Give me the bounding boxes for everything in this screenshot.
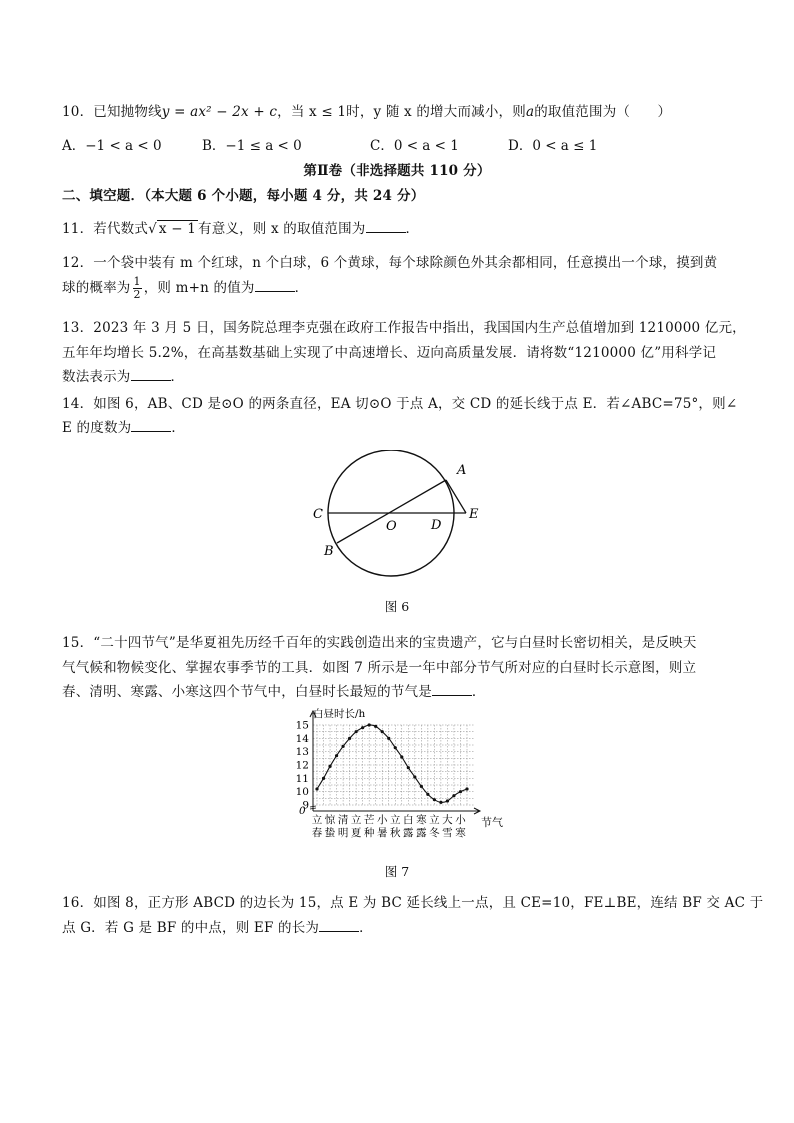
label-b: B bbox=[324, 544, 334, 559]
data-point bbox=[433, 798, 436, 801]
x-tick-label-bottom: 暑 bbox=[376, 827, 388, 839]
q10-stem: 10．已知抛物线y = ax² − 2x + c，当 x ≤ 1时，y 随 x 的增大而减小，则a的取值范围为（ ） bbox=[62, 104, 672, 120]
q14-line1: 14．如图 6，AB、CD 是⊙O 的两条直径，EA 切⊙O 于点 A，交 CD 的延长线于点 E．若∠ABC=75°，则∠ bbox=[62, 396, 738, 412]
x-tick-label-bottom: 夏 bbox=[350, 827, 362, 839]
q16-line1: 16．如图 8，正方形 ABCD 的边长为 15，点 E 为 BC 延长线上一点，且 CE=10，FE⊥BE，连结 BF 交 AC 于 bbox=[62, 895, 764, 911]
data-point bbox=[400, 755, 403, 758]
x-tick-labels bbox=[312, 813, 466, 839]
q11-answer-blank[interactable] bbox=[366, 220, 406, 233]
q15-answer-blank[interactable] bbox=[432, 683, 472, 696]
x-tick-label-bottom: 露 bbox=[416, 827, 427, 839]
y-tick-label: 14 bbox=[295, 732, 309, 745]
x-tick-label-top: 大 bbox=[442, 814, 453, 826]
x-tick-label-bottom: 雪 bbox=[442, 827, 453, 839]
x-tick-label-bottom: 明 bbox=[337, 827, 349, 839]
q10-choice-a[interactable]: A．−1 < a < 0 bbox=[62, 138, 162, 154]
figure-6-circle-diagram bbox=[300, 450, 500, 590]
q14-answer-blank[interactable] bbox=[131, 419, 171, 432]
data-point bbox=[361, 726, 364, 729]
x-tick-label-bottom: 冬 bbox=[429, 827, 440, 839]
x-tick-label-bottom: 种 bbox=[363, 827, 375, 839]
q16-line2: 点 G．若 G 是 BF 的中点，则 EF 的长为 ． bbox=[62, 920, 373, 936]
x-tick-label-bottom: 蛰 bbox=[324, 827, 336, 839]
daylight-curve bbox=[317, 725, 467, 802]
x-tick-label-top: 清 bbox=[337, 814, 349, 826]
data-point bbox=[322, 777, 325, 780]
y-tick-label: 12 bbox=[295, 759, 309, 772]
q14-line2: E 的度数为 ． bbox=[62, 420, 186, 436]
data-point bbox=[407, 766, 410, 769]
q13-answer-blank[interactable] bbox=[131, 368, 171, 381]
x-tick-label-bottom: 寒 bbox=[455, 827, 466, 839]
x-tick-label-top: 立 bbox=[311, 814, 323, 826]
origin-label: 0 bbox=[299, 805, 306, 817]
q15-line1: 15．“二十四节气”是华夏祖先历经千百年的实践创造出来的宝贵遗产，它与白昼时长密切相关，是反映天 bbox=[62, 635, 697, 651]
label-d: D bbox=[431, 518, 442, 533]
q12-line1: 12．一个袋中装有 m 个红球，n 个白球，6 个黄球，每个球除颜色外其余都相同，任意摸出一个球，摸到黄 bbox=[62, 255, 718, 271]
data-point bbox=[452, 794, 455, 797]
x-tick-label-top: 小 bbox=[455, 814, 466, 826]
q11-stem: 11．若代数式√ x − 1 有意义，则 x 的取值范围为 ． bbox=[62, 221, 420, 237]
x-tick-label-top: 白 bbox=[403, 814, 414, 826]
data-point bbox=[381, 730, 384, 733]
variable-a: a bbox=[525, 104, 535, 120]
data-point bbox=[355, 730, 358, 733]
y-tick-labels bbox=[296, 720, 310, 812]
q13-line2: 五年年均增长 5.2%，在高基数基础上实现了中高速增长、迈向高质量发展．请将数“1210000 亿”用科学记 bbox=[62, 345, 717, 361]
x-tick-label-bottom: 秋 bbox=[390, 827, 401, 839]
data-point bbox=[368, 723, 371, 726]
x-tick-label-top: 寒 bbox=[416, 814, 427, 826]
data-point bbox=[374, 725, 377, 728]
sqrt-expression: √ x − 1 bbox=[148, 221, 196, 237]
q15-line2: 气气候和物候变化、掌握农事季节的工具．如图 7 所示是一年中部分节气所对应的白昼时长示意图，则立 bbox=[62, 660, 697, 676]
label-e: E bbox=[469, 507, 479, 522]
part-two-title: 第Ⅱ卷（非选择题共 110 分） bbox=[303, 163, 491, 179]
label-c: C bbox=[313, 507, 323, 522]
tangent-ea bbox=[446, 480, 466, 513]
data-point bbox=[420, 785, 423, 788]
y-tick-label: 9 bbox=[302, 799, 309, 812]
y-tick-label: 15 bbox=[295, 719, 309, 732]
label-a: A bbox=[457, 463, 467, 478]
x-tick-label-top: 惊 bbox=[324, 814, 336, 826]
y-tick-label: 11 bbox=[295, 772, 309, 785]
fraction-one-half: $\frac{1}{2}$ bbox=[133, 275, 141, 301]
x-tick-label-top: 立 bbox=[390, 814, 401, 826]
data-point bbox=[413, 775, 416, 778]
figure-7-caption: 图 7 bbox=[384, 864, 410, 879]
data-point bbox=[387, 737, 390, 740]
y-tick-label: 13 bbox=[295, 746, 309, 759]
q12-line2: 球的概率为 $\frac{1}{2}$ ，则 m+n 的值为 ． bbox=[62, 275, 309, 301]
q10-choice-c[interactable]: C．0 < a < 1 bbox=[370, 138, 459, 154]
data-point bbox=[426, 793, 429, 796]
y-axis-label: 白昼时长/h bbox=[313, 708, 366, 720]
x-axis-label: 节气 bbox=[481, 816, 503, 829]
figure-7-daylight-chart bbox=[280, 705, 520, 840]
x-tick-label-top: 立 bbox=[429, 814, 440, 826]
x-tick-label-top: 芒 bbox=[363, 814, 375, 826]
x-tick-label-bottom: 春 bbox=[311, 827, 323, 839]
label-o: O bbox=[386, 519, 397, 534]
data-point bbox=[446, 799, 449, 802]
data-point bbox=[394, 746, 397, 749]
figure-6-caption: 图 6 bbox=[384, 599, 410, 614]
q10-choice-b[interactable]: B．−1 ≤ a < 0 bbox=[202, 138, 302, 154]
data-point bbox=[328, 765, 331, 768]
chart-grid bbox=[313, 725, 475, 805]
data-point bbox=[465, 787, 468, 790]
data-point bbox=[341, 745, 344, 748]
data-point bbox=[439, 801, 442, 804]
data-point bbox=[315, 787, 318, 790]
data-point bbox=[459, 790, 462, 793]
parabola-formula: y = ax² − 2x + c bbox=[161, 104, 278, 120]
data-point bbox=[348, 737, 351, 740]
q15-line3: 春、清明、寒露、小寒这四个节气中，白昼时长最短的节气是 ． bbox=[62, 684, 486, 700]
q12-answer-blank[interactable] bbox=[255, 279, 295, 292]
q13-line3: 数法表示为 ． bbox=[62, 369, 185, 385]
x-tick-label-top: 立 bbox=[350, 814, 362, 826]
y-tick-label: 10 bbox=[295, 786, 309, 799]
q10-choice-d[interactable]: D．0 < a ≤ 1 bbox=[508, 138, 598, 154]
fill-blank-heading: 二、填空题．（本大题 6 个小题，每小题 4 分，共 24 分） bbox=[62, 188, 425, 204]
q16-answer-blank[interactable] bbox=[319, 919, 359, 932]
q13-line1: 13．2023 年 3 月 5 日，国务院总理李克强在政府工作报告中指出，我国国内生产总值增加到 1210000 亿元， bbox=[62, 320, 746, 336]
x-tick-label-bottom: 露 bbox=[403, 827, 414, 839]
x-tick-label-top: 小 bbox=[376, 814, 388, 826]
data-point bbox=[335, 754, 338, 757]
